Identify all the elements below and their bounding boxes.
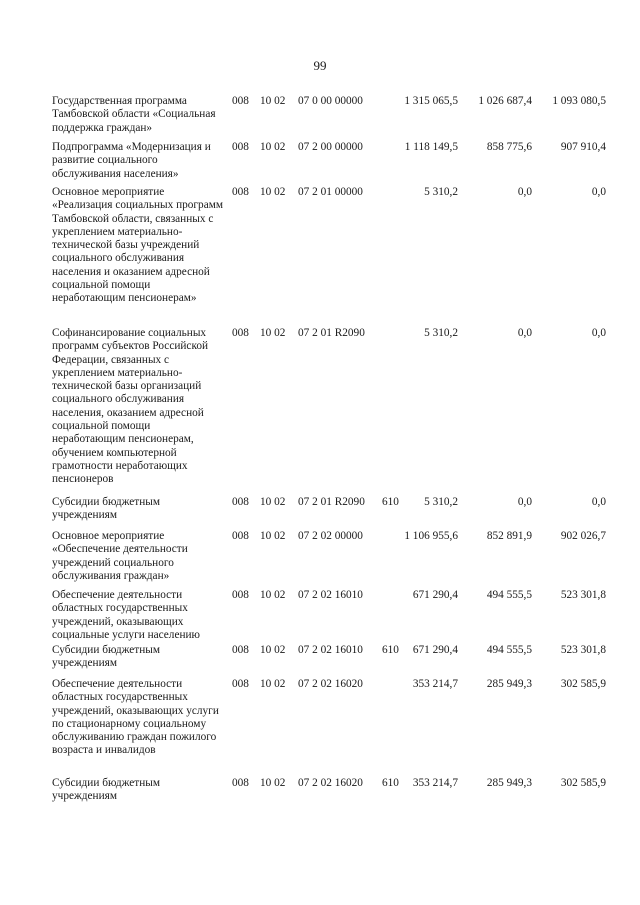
amount-year-2: 285 949,3 [486, 678, 532, 690]
ministry-code: 008 [232, 644, 249, 656]
section-code: 10 02 [260, 327, 286, 339]
amount-year-3: 523 301,8 [560, 644, 606, 656]
target-article-code: 07 0 00 00000 [298, 95, 363, 107]
ministry-code: 008 [232, 186, 249, 198]
row-name: Субсидии бюджетным учреждениям [52, 777, 160, 803]
amount-year-2: 494 555,5 [486, 589, 532, 601]
amount-year-2: 1 026 687,4 [478, 95, 532, 107]
amount-year-3: 907 910,4 [560, 141, 606, 153]
amount-year-3: 523 301,8 [560, 589, 606, 601]
ministry-code: 008 [232, 496, 249, 508]
amount-year-2: 0,0 [517, 496, 532, 508]
target-article-code: 07 2 01 R2090 [298, 327, 365, 339]
section-code: 10 02 [260, 95, 286, 107]
page-number: 99 [313, 58, 327, 73]
ministry-code: 008 [232, 589, 249, 601]
target-article-code: 07 2 01 00000 [298, 186, 363, 198]
target-article-code: 07 2 00 00000 [298, 141, 363, 153]
amount-year-1: 353 214,7 [412, 777, 458, 789]
amount-year-3: 0,0 [591, 496, 606, 508]
amount-year-2: 0,0 [517, 327, 532, 339]
ministry-code: 008 [232, 678, 249, 690]
amount-year-2: 858 775,6 [486, 141, 532, 153]
section-code: 10 02 [260, 777, 286, 789]
ministry-code: 008 [232, 95, 249, 107]
amount-year-3: 302 585,9 [560, 678, 606, 690]
row-name: Субсидии бюджетным учреждениям [52, 496, 160, 522]
ministry-code: 008 [232, 530, 249, 542]
expense-type-code: 610 [382, 777, 399, 789]
amount-year-1: 1 106 955,6 [404, 530, 458, 542]
row-name: Основное мероприятие «Обеспечение деятельности учреждений социального обслуживания граждан» [52, 530, 188, 582]
amount-year-1: 5 310,2 [424, 327, 458, 339]
row-name: Государственная программа Тамбовской области «Социальная поддержка граждан» [52, 95, 216, 134]
row-name: Субсидии бюджетным учреждениям [52, 644, 160, 670]
amount-year-1: 1 118 149,5 [404, 141, 458, 153]
row-name: Основное мероприятие «Реализация социальных программ Тамбовской области, связанных с укреплением материально-технической базы учреждений социального обслуживания населения и оказанием адресной социальной помощи неработающим пенсионерам» [52, 186, 224, 305]
amount-year-2: 852 891,9 [486, 530, 532, 542]
target-article-code: 07 2 02 00000 [298, 530, 363, 542]
amount-year-1: 671 290,4 [412, 644, 458, 656]
amount-year-3: 0,0 [591, 186, 606, 198]
amount-year-2: 285 949,3 [486, 777, 532, 789]
row-name: Софинансирование социальных программ субъектов Российской Федерации, связанных с укреплением материально-технической базы организаций социального обслуживания населения, оказанием адресной социальной помощи неработающим пенсионерам, обучением компьютерной грамотности неработающих пенсионеров [52, 327, 209, 486]
section-code: 10 02 [260, 496, 286, 508]
section-code: 10 02 [260, 589, 286, 601]
target-article-code: 07 2 01 R2090 [298, 496, 365, 508]
section-code: 10 02 [260, 530, 286, 542]
section-code: 10 02 [260, 141, 286, 153]
ministry-code: 008 [232, 327, 249, 339]
amount-year-3: 1 093 080,5 [552, 95, 606, 107]
expense-type-code: 610 [382, 496, 399, 508]
section-code: 10 02 [260, 644, 286, 656]
ministry-code: 008 [232, 777, 249, 789]
amount-year-3: 0,0 [591, 327, 606, 339]
section-code: 10 02 [260, 678, 286, 690]
row-name: Обеспечение деятельности областных государственных учреждений, оказывающих социальные услуги населению [52, 589, 200, 641]
target-article-code: 07 2 02 16020 [298, 678, 363, 690]
ministry-code: 008 [232, 141, 249, 153]
amount-year-2: 0,0 [517, 186, 532, 198]
target-article-code: 07 2 02 16010 [298, 589, 363, 601]
target-article-code: 07 2 02 16020 [298, 777, 363, 789]
amount-year-1: 671 290,4 [412, 589, 458, 601]
amount-year-3: 302 585,9 [560, 777, 606, 789]
row-name: Обеспечение деятельности областных государственных учреждений, оказывающих услуги по стационарному социальному обслуживанию граждан пожилого возраста и инвалидов [52, 678, 219, 757]
amount-year-1: 5 310,2 [424, 496, 458, 508]
amount-year-2: 494 555,5 [486, 644, 532, 656]
section-code: 10 02 [260, 186, 286, 198]
amount-year-1: 353 214,7 [412, 678, 458, 690]
expense-type-code: 610 [382, 644, 399, 656]
amount-year-1: 1 315 065,5 [404, 95, 458, 107]
target-article-code: 07 2 02 16010 [298, 644, 363, 656]
amount-year-3: 902 026,7 [560, 530, 606, 542]
row-name: Подпрограмма «Модернизация и развитие социального обслуживания населения» [52, 141, 211, 180]
amount-year-1: 5 310,2 [424, 186, 458, 198]
